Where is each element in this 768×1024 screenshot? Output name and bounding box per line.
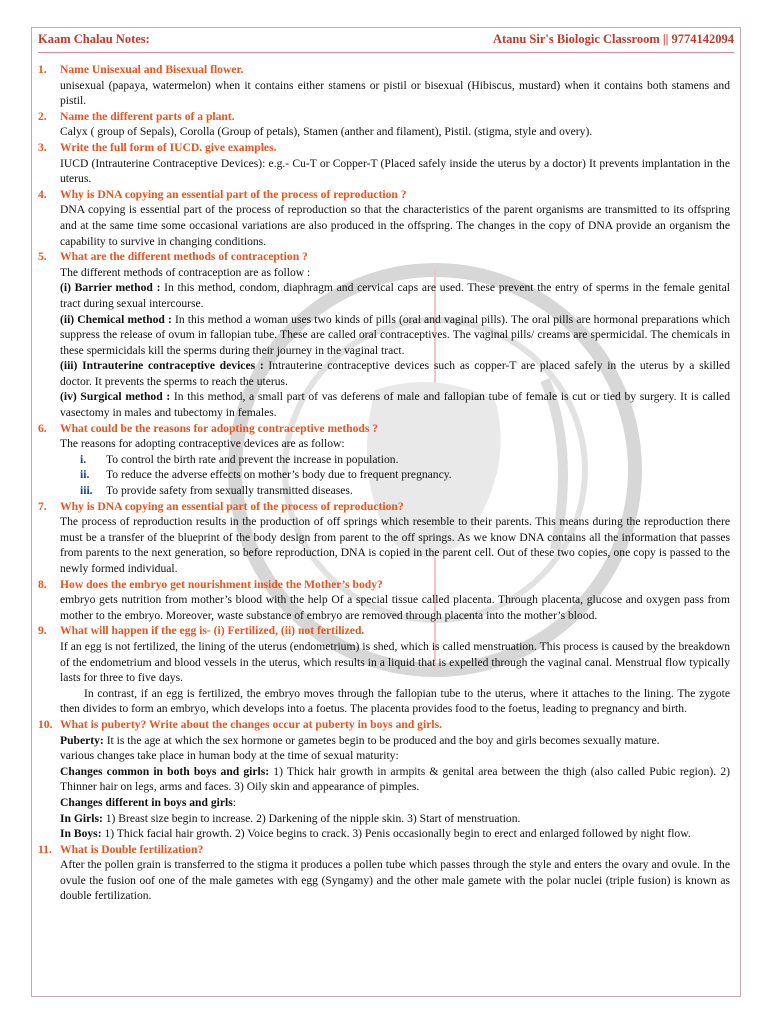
question-title: How does the embryo get nourishment inside the Mother’s body? [60, 577, 383, 591]
answer-8 [60, 592, 730, 623]
list-item [80, 483, 730, 499]
list-text: To reduce the adverse effects on mother’s body due to frequent pregnancy. [106, 468, 452, 482]
term-text: 1) Thick hair growth in armpits & genital area between the thigh (also called Pubic region). 2) Thinner hair on legs, arms and faces. 3) Oily skin and appearance of pimples. [60, 764, 731, 794]
answer-text: embryo gets nutrition from mother’s blood with the help Of a special tissue called placenta. Through placenta, glucose and oxygen pass from mother to the embryo. Moreover, waste substance of embryo are removed through placenta into the mother’s blood. [60, 593, 730, 622]
question-number: 2. [38, 109, 47, 123]
question-title: Name Unisexual and Bisexual flower. [60, 63, 244, 76]
list-number: i. [80, 452, 87, 466]
question-6 [38, 421, 730, 437]
question-3 [38, 140, 730, 156]
term-label: Puberty: [60, 733, 104, 747]
question-title: What could be the reasons for adopting contraceptive methods ? [60, 421, 379, 435]
method-label: (i) Barrier method : [60, 281, 161, 295]
answer-text: DNA copying is essential part of the process of reproduction so that the characteristics of the parent organisms are transmitted to its offspring and at the same time some occasional variations are also produced in the offspring. The changes in the copy of DNA provide an organism the capability to survive in changing conditions. [60, 203, 730, 248]
question-4 [38, 187, 730, 203]
question-number: 9. [38, 624, 47, 638]
answer-4 [60, 202, 730, 249]
question-title: What is Double fertilization? [60, 842, 204, 856]
method-label: (iii) Intrauterine contraceptive devices : [60, 359, 264, 373]
term-label: Changes common in both boys and girls: [60, 764, 270, 778]
answer-1 [60, 78, 730, 109]
question-7 [38, 499, 730, 515]
answer-3 [60, 156, 730, 187]
term-text: 1) Breast size begin to increase. 2) Darkening of the nipple skin. 3) Start of menstruation. [102, 811, 521, 825]
term-label: In Boys: [60, 827, 102, 841]
method-label: (iv) Surgical method : [60, 390, 171, 404]
question-title: What will happen if the egg is- (i) Fertilized, (ii) not fertilized. [60, 624, 365, 638]
method-iucd [60, 358, 730, 389]
answer-text: unisexual (papaya, watermelon) when it contains either stamens or pistil or bisexual (Hibiscus, mustard) when it contains both stamens and pistil. [60, 78, 730, 108]
question-title: What are the different methods of contraception ? [60, 250, 308, 264]
answer-line: various changes take place in human body at the time of sexual maturity: [60, 749, 399, 763]
method-text: Intrauterine contraceptive devices such as copper-T are placed safely in the uterus by a skilled doctor. It prevents the sperms to reach the uterus. [60, 359, 730, 388]
term-text: : [232, 795, 236, 809]
answer-2 [60, 124, 730, 140]
question-title: Why is DNA copying an essential part of the process of reproduction ? [60, 187, 407, 201]
answer-9 [60, 639, 730, 717]
notes-content [38, 62, 730, 904]
list-item [80, 452, 730, 468]
changes-different-heading [60, 795, 730, 811]
term-label: Changes different in boys and girls [60, 795, 233, 809]
question-2 [38, 109, 730, 125]
changes-common [60, 764, 730, 795]
question-number: 6. [38, 421, 47, 435]
answer-text: Calyx ( group of Sepals), Corolla (Group of petals), Stamen (anther and filament), Pistil. (stigma, style and overy). [60, 125, 593, 139]
question-number: 4. [38, 187, 47, 201]
question-title: Write the full form of IUCD. give examples. [60, 140, 277, 154]
answer-text: IUCD (Intrauterine Contraceptive Devices): e.g.- Cu-T or Copper-T (Placed safely inside the uterus by a doctor) It prevents implantation in the uterus. [60, 156, 730, 186]
method-text: In this method a woman uses two kinds of pills (oral and vaginal pills). The oral pills are hormonal preparations which suppress the release of ovum in fallopian tube. These are called oral contraceptives. The vaginal pills/ creams are spermicidal. The chemicals in these spermicidals kill the sperms during their journey in the vaginal tract. [60, 312, 731, 357]
answer-11 [60, 857, 730, 904]
method-text: In this method, condom, diaphragm and cervical caps are used. These prevent the entry of sperms in the female genital tract during sexual intercourse. [60, 281, 730, 310]
list-item [80, 467, 730, 483]
page-header [38, 32, 734, 53]
question-number: 5. [38, 250, 47, 264]
answer-10 [60, 733, 730, 842]
question-1 [38, 62, 730, 78]
answer-text: After the pollen grain is transferred to the stigma it produces a pollen tube which passes through the style and enters the ovary and ovule. In the ovule the fusion oof one of the male gametes with egg (Syngamy) and the other male gamete with the polar nuclei (triple fusion) is known as double fertilization. [60, 858, 730, 903]
method-surgical [60, 389, 730, 420]
changes-girls [60, 811, 730, 827]
question-number: 7. [38, 499, 47, 513]
question-8 [38, 577, 730, 593]
question-title: Name the different parts of a plant. [60, 109, 235, 123]
question-11 [38, 842, 730, 858]
method-label: (ii) Chemical method : [60, 312, 172, 326]
answer-6 [60, 436, 730, 498]
question-10 [38, 717, 730, 733]
reasons-list [60, 452, 730, 499]
list-number: ii. [80, 468, 90, 482]
question-number: 8. [38, 577, 47, 591]
header-right-title: Atanu Sir's Biologic Classroom || 9774142094 [492, 32, 734, 46]
question-title: What is puberty? Write about the changes occur at puberty in boys and girls. [60, 717, 442, 731]
question-number: 11. [38, 842, 52, 856]
answer-paragraph: In contrast, if an egg is fertilized, the embryo moves through the fallopian tube to the uterus, where it attaches to the lining. The zygote then divides to form an embryo, which develops into a foetus. The placenta provides food to the foetus, leading to pregnancy and birth. [60, 686, 730, 716]
question-title: Why is DNA copying an essential part of the process of reproduction? [60, 499, 404, 513]
method-barrier [60, 280, 730, 311]
question-number: 3. [38, 140, 47, 154]
question-number: 10. [38, 717, 53, 731]
answer-intro: The reasons for adopting contraceptive devices are as follow: [60, 437, 345, 451]
answer-7 [60, 514, 730, 576]
changes-boys [60, 826, 730, 842]
question-9 [38, 623, 730, 639]
term-label: In Girls: [60, 811, 103, 825]
method-chemical [60, 312, 730, 359]
question-number: 1. [38, 63, 47, 76]
question-5 [38, 249, 730, 265]
puberty-definition [60, 733, 730, 749]
list-number: iii. [80, 484, 93, 498]
answer-paragraph: If an egg is not fertilized, the lining of the uterus (endometrium) is shed, which is called menstruation. This process is caused by the breakdown of the endometrium and blood vessels in the uterus, which results in a liquid that is expelled through the vaginal canal. Menstrual flow typically lasts for three to five days. [60, 639, 730, 685]
method-text: In this method, a small part of vas deferens of male and fallopian tube of female is cut or tied by surgery. It is called vasectomy in males and tubectomy in females. [60, 390, 730, 420]
list-text: To provide safety from sexually transmitted diseases. [106, 484, 353, 498]
term-text: It is the age at which the sex hormone or gametes begin to be produced and the boy and girls becomes sexually mature. [103, 733, 660, 747]
answer-intro: The different methods of contraception are as follow : [60, 265, 311, 279]
header-left-title: Kaam Chalau Notes: [38, 32, 150, 46]
answer-5 [60, 265, 730, 421]
term-text: 1) Thick facial hair growth. 2) Voice begins to crack. 3) Penis occasionally begin to erect and enlarged followed by night flow. [101, 827, 691, 841]
list-text: To control the birth rate and prevent the increase in population. [106, 452, 399, 466]
answer-text: The process of reproduction results in the production of off springs which resemble to their parents. This means during the reproduction there must be a transfer of the blueprint of the body design from parent to the off springs. As we know DNA contains all the information that passes from parents to the next generation, so before reproduction, DNA is copied in the parent cell. Out of these two copies, one copy is passed to the newly formed individual. [60, 515, 730, 575]
